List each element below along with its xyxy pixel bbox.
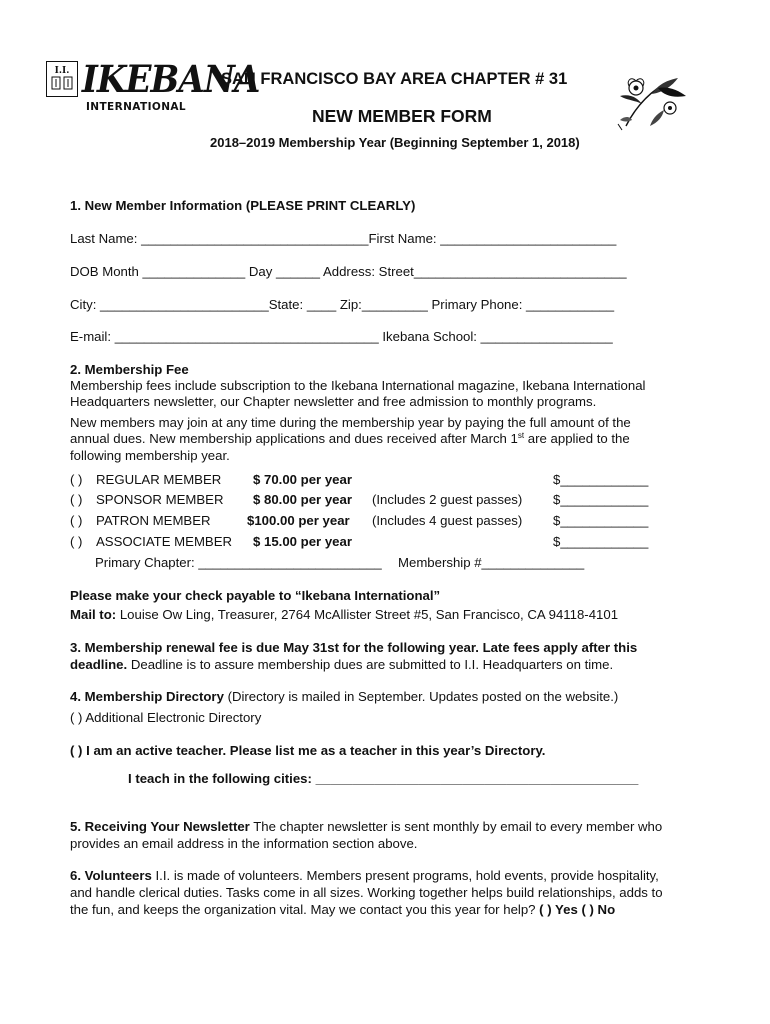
section6-line2: and handle clerical duties. Tasks come in all sizes. Working together helps build relationships, adds to bbox=[70, 885, 663, 900]
membership-year: 2018–2019 Membership Year (Beginning September 1, 2018) bbox=[210, 135, 580, 150]
newsletter-label: 5. Receiving Your Newsletter bbox=[70, 819, 250, 834]
membership-type: PATRON MEMBER bbox=[96, 513, 211, 528]
email-school-fields[interactable]: E-mail: ____________________________________ Ikebana School: __________________ bbox=[70, 329, 613, 344]
membership-checkbox[interactable]: ( ) bbox=[70, 472, 83, 487]
membership-price: $ 70.00 per year bbox=[253, 472, 352, 487]
directory-note: (Directory is mailed in September. Updates posted on the website.) bbox=[223, 689, 619, 704]
volunteers-text: I.I. is made of volunteers. Members present programs, hold events, provide hospitality, bbox=[151, 868, 659, 883]
membership-fee-description bbox=[70, 378, 710, 411]
join-anytime-paragraph bbox=[70, 415, 710, 464]
ikebana-wordmark-logo bbox=[80, 52, 260, 114]
directory-label: 4. Membership Directory bbox=[70, 689, 224, 704]
section2-heading: 2. Membership Fee bbox=[70, 362, 189, 377]
join-line-text: are applied to the bbox=[524, 431, 630, 447]
city-state-zip-phone-fields[interactable]: City: _______________________State: ____ Zip:_________ Primary Phone: ____________ bbox=[70, 297, 615, 312]
membership-checkbox[interactable]: ( ) bbox=[70, 513, 83, 528]
section1-heading: 1. New Member Information (PLEASE PRINT CLEARLY) bbox=[70, 198, 416, 213]
chapter-title: SAN FRANCISCO BAY AREA CHAPTER # 31 bbox=[221, 70, 568, 88]
svg-text:IKEBANA: IKEBANA bbox=[81, 58, 260, 102]
svg-text:I.I.: I.I. bbox=[54, 66, 70, 76]
membership-note: (Includes 4 guest passes) bbox=[372, 513, 523, 528]
last-first-name-fields[interactable]: Last Name: _______________________________First Name: ________________________ bbox=[70, 231, 617, 246]
membership-amount-field[interactable]: $____________ bbox=[553, 513, 649, 528]
membership-amount-field[interactable]: $____________ bbox=[553, 472, 649, 487]
section5-line2: provides an email address in the information section above. bbox=[70, 836, 418, 851]
fee-description-line: Headquarters newsletter, our Chapter newsletter and free admission to monthly programs. bbox=[70, 394, 597, 410]
membership-amount-field[interactable]: $____________ bbox=[553, 534, 649, 549]
membership-type: REGULAR MEMBER bbox=[96, 472, 222, 487]
teaching-cities-field[interactable]: I teach in the following cities: ____________________________________________ bbox=[128, 771, 639, 786]
mail-to-label: Mail to: bbox=[70, 607, 117, 622]
membership-price: $ 15.00 per year bbox=[253, 534, 352, 549]
fee-description-line: Membership fees include subscription to the Ikebana International magazine, Ikebana International bbox=[70, 378, 646, 393]
join-line: following membership year. bbox=[70, 447, 230, 463]
membership-price: $ 80.00 per year bbox=[253, 492, 352, 507]
section3-deadline-line bbox=[70, 657, 613, 673]
dob-address-fields[interactable]: DOB Month ______________ Day ______ Address: Street_____________________________ bbox=[70, 264, 627, 279]
flower-illustration-icon bbox=[612, 66, 694, 132]
form-title: NEW MEMBER FORM bbox=[312, 106, 492, 126]
svg-text:INTERNATIONAL: INTERNATIONAL bbox=[86, 101, 187, 113]
yes-option[interactable]: ( ) Yes bbox=[535, 902, 578, 917]
membership-number-field[interactable]: Membership #______________ bbox=[398, 555, 585, 570]
deadline-text: Deadline is to assure membership dues are submitted to I.I. Headquarters on time. bbox=[127, 657, 614, 672]
no-option[interactable]: ( ) No bbox=[577, 902, 616, 917]
membership-checkbox[interactable]: ( ) bbox=[70, 534, 83, 549]
primary-chapter-field[interactable]: Primary Chapter: _________________________ bbox=[95, 555, 382, 570]
active-teacher-option[interactable]: ( ) I am an active teacher. Please list me as a teacher in this year’s Directory. bbox=[70, 743, 546, 758]
section4-heading bbox=[70, 689, 618, 705]
membership-amount-field[interactable]: $____________ bbox=[553, 492, 649, 507]
join-line bbox=[70, 431, 710, 447]
membership-note: (Includes 2 guest passes) bbox=[372, 492, 523, 507]
newsletter-text: The chapter newsletter is sent monthly by email to every member who bbox=[249, 819, 663, 834]
membership-type: ASSOCIATE MEMBER bbox=[96, 534, 233, 549]
membership-type: SPONSOR MEMBER bbox=[96, 492, 224, 507]
membership-checkbox[interactable]: ( ) bbox=[70, 492, 83, 507]
contact-question: the fun, and keeps the organization vital. May we contact you this year for help? bbox=[70, 902, 536, 917]
volunteers-label: 6. Volunteers bbox=[70, 868, 152, 883]
ii-logo-icon bbox=[47, 62, 77, 96]
join-line-text: annual dues. New membership applications and dues received after March 1 bbox=[70, 431, 518, 447]
membership-price: $100.00 per year bbox=[247, 513, 350, 528]
check-payable-note: Please make your check payable to “Ikebana International” bbox=[70, 588, 441, 603]
ii-logo-box bbox=[46, 61, 78, 97]
deadline-label: deadline. bbox=[70, 657, 128, 672]
ordinal-suffix: st bbox=[517, 431, 525, 441]
mail-to-address: Louise Ow Ling, Treasurer, 2764 McAllister Street #5, San Francisco, CA 94118-4101 bbox=[116, 607, 619, 622]
section3-renewal-line: 3. Membership renewal fee is due May 31st for the following year. Late fees apply after this bbox=[70, 640, 638, 655]
section6-line3 bbox=[70, 902, 615, 918]
section5-line1 bbox=[70, 819, 662, 835]
join-line: New members may join at any time during the membership year by paying the full amount of the bbox=[70, 415, 631, 430]
mail-to-line bbox=[70, 607, 618, 623]
section6-line1 bbox=[70, 868, 659, 884]
electronic-directory-option[interactable]: ( ) Additional Electronic Directory bbox=[70, 710, 262, 725]
